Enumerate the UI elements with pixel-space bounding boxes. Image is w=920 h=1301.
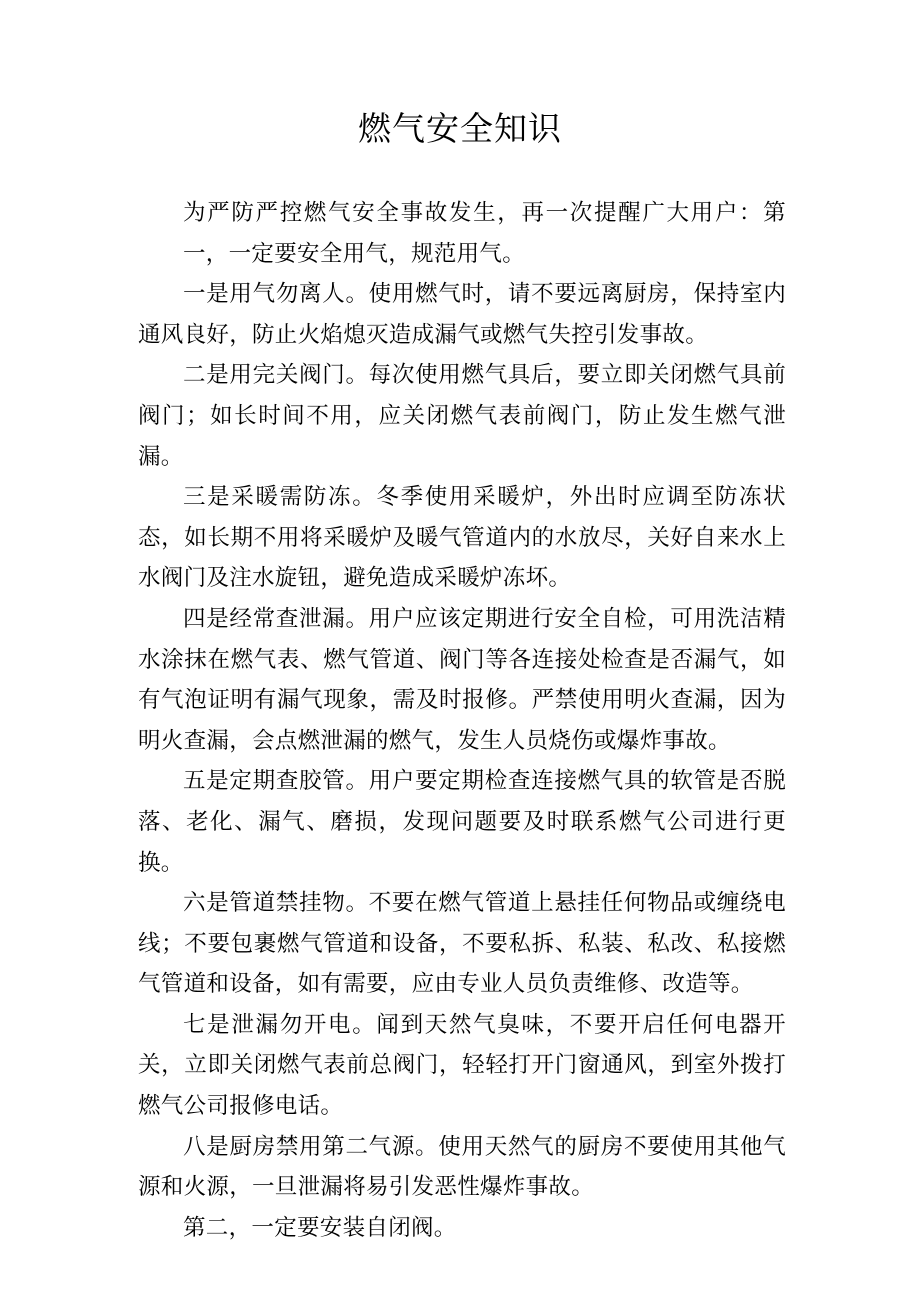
paragraph-item-3: 三是采暖需防冻。冬季使用采暖炉，外出时应调至防冻状态，如长期不用将采暖炉及暖气管道内的水放尽，关好自来水上水阀门及注水旋钮，避免造成采暖炉冻坏。 xyxy=(138,484,786,592)
paragraph-item-6: 六是管道禁挂物。不要在燃气管道上悬挂任何物品或缠绕电线；不要包裹燃气管道和设备，不要私拆、私装、私改、私接燃气管道和设备，如有需要，应由专业人员负责维修、改造等。 xyxy=(138,890,786,998)
paragraph-item-2: 二是用完关阀门。每次使用燃气具后，要立即关闭燃气具前阀门；如长时间不用，应关闭燃气表前阀门，防止发生燃气泄漏。 xyxy=(138,362,786,470)
paragraph-item-4: 四是经常查泄漏。用户应该定期进行安全自检，可用洗洁精水涂抹在燃气表、燃气管道、阀门等各连接处检查是否漏气，如有气泡证明有漏气现象，需及时报修。严禁使用明火查漏，因为明火查漏，会点燃泄漏的燃气，发生人员烧伤或爆炸事故。 xyxy=(138,605,786,754)
document-body xyxy=(138,193,786,1248)
paragraph-second: 第二，一定要安装自闭阀。 xyxy=(183,1214,457,1241)
paragraph-item-7: 七是泄漏勿开电。闻到天然气臭味，不要开启任何电器开关，立即关闭燃气表前总阀门，轻轻打开门窗通风，到室外拨打燃气公司报修电话。 xyxy=(138,1011,786,1120)
paragraph-item-5: 五是定期查胶管。用户要定期检查连接燃气具的软管是否脱落、老化、漏气、磨损，发现问题要及时联系燃气公司进行更换。 xyxy=(138,768,786,876)
paragraph-item-8: 八是厨房禁用第二气源。使用天然气的厨房不要使用其他气源和火源，一旦泄漏将易引发恶性爆炸事故。 xyxy=(138,1133,786,1201)
paragraph-intro: 为严防严控燃气安全事故发生，再一次提醒广大用户：第一，一定要安全用气，规范用气。 xyxy=(183,200,786,267)
paragraph-item-1: 一是用气勿离人。使用燃气时，请不要远离厨房，保持室内通风良好，防止火焰熄灭造成漏气或燃气失控引发事故。 xyxy=(138,281,786,348)
document-title: 燃气安全知识 xyxy=(358,109,562,148)
